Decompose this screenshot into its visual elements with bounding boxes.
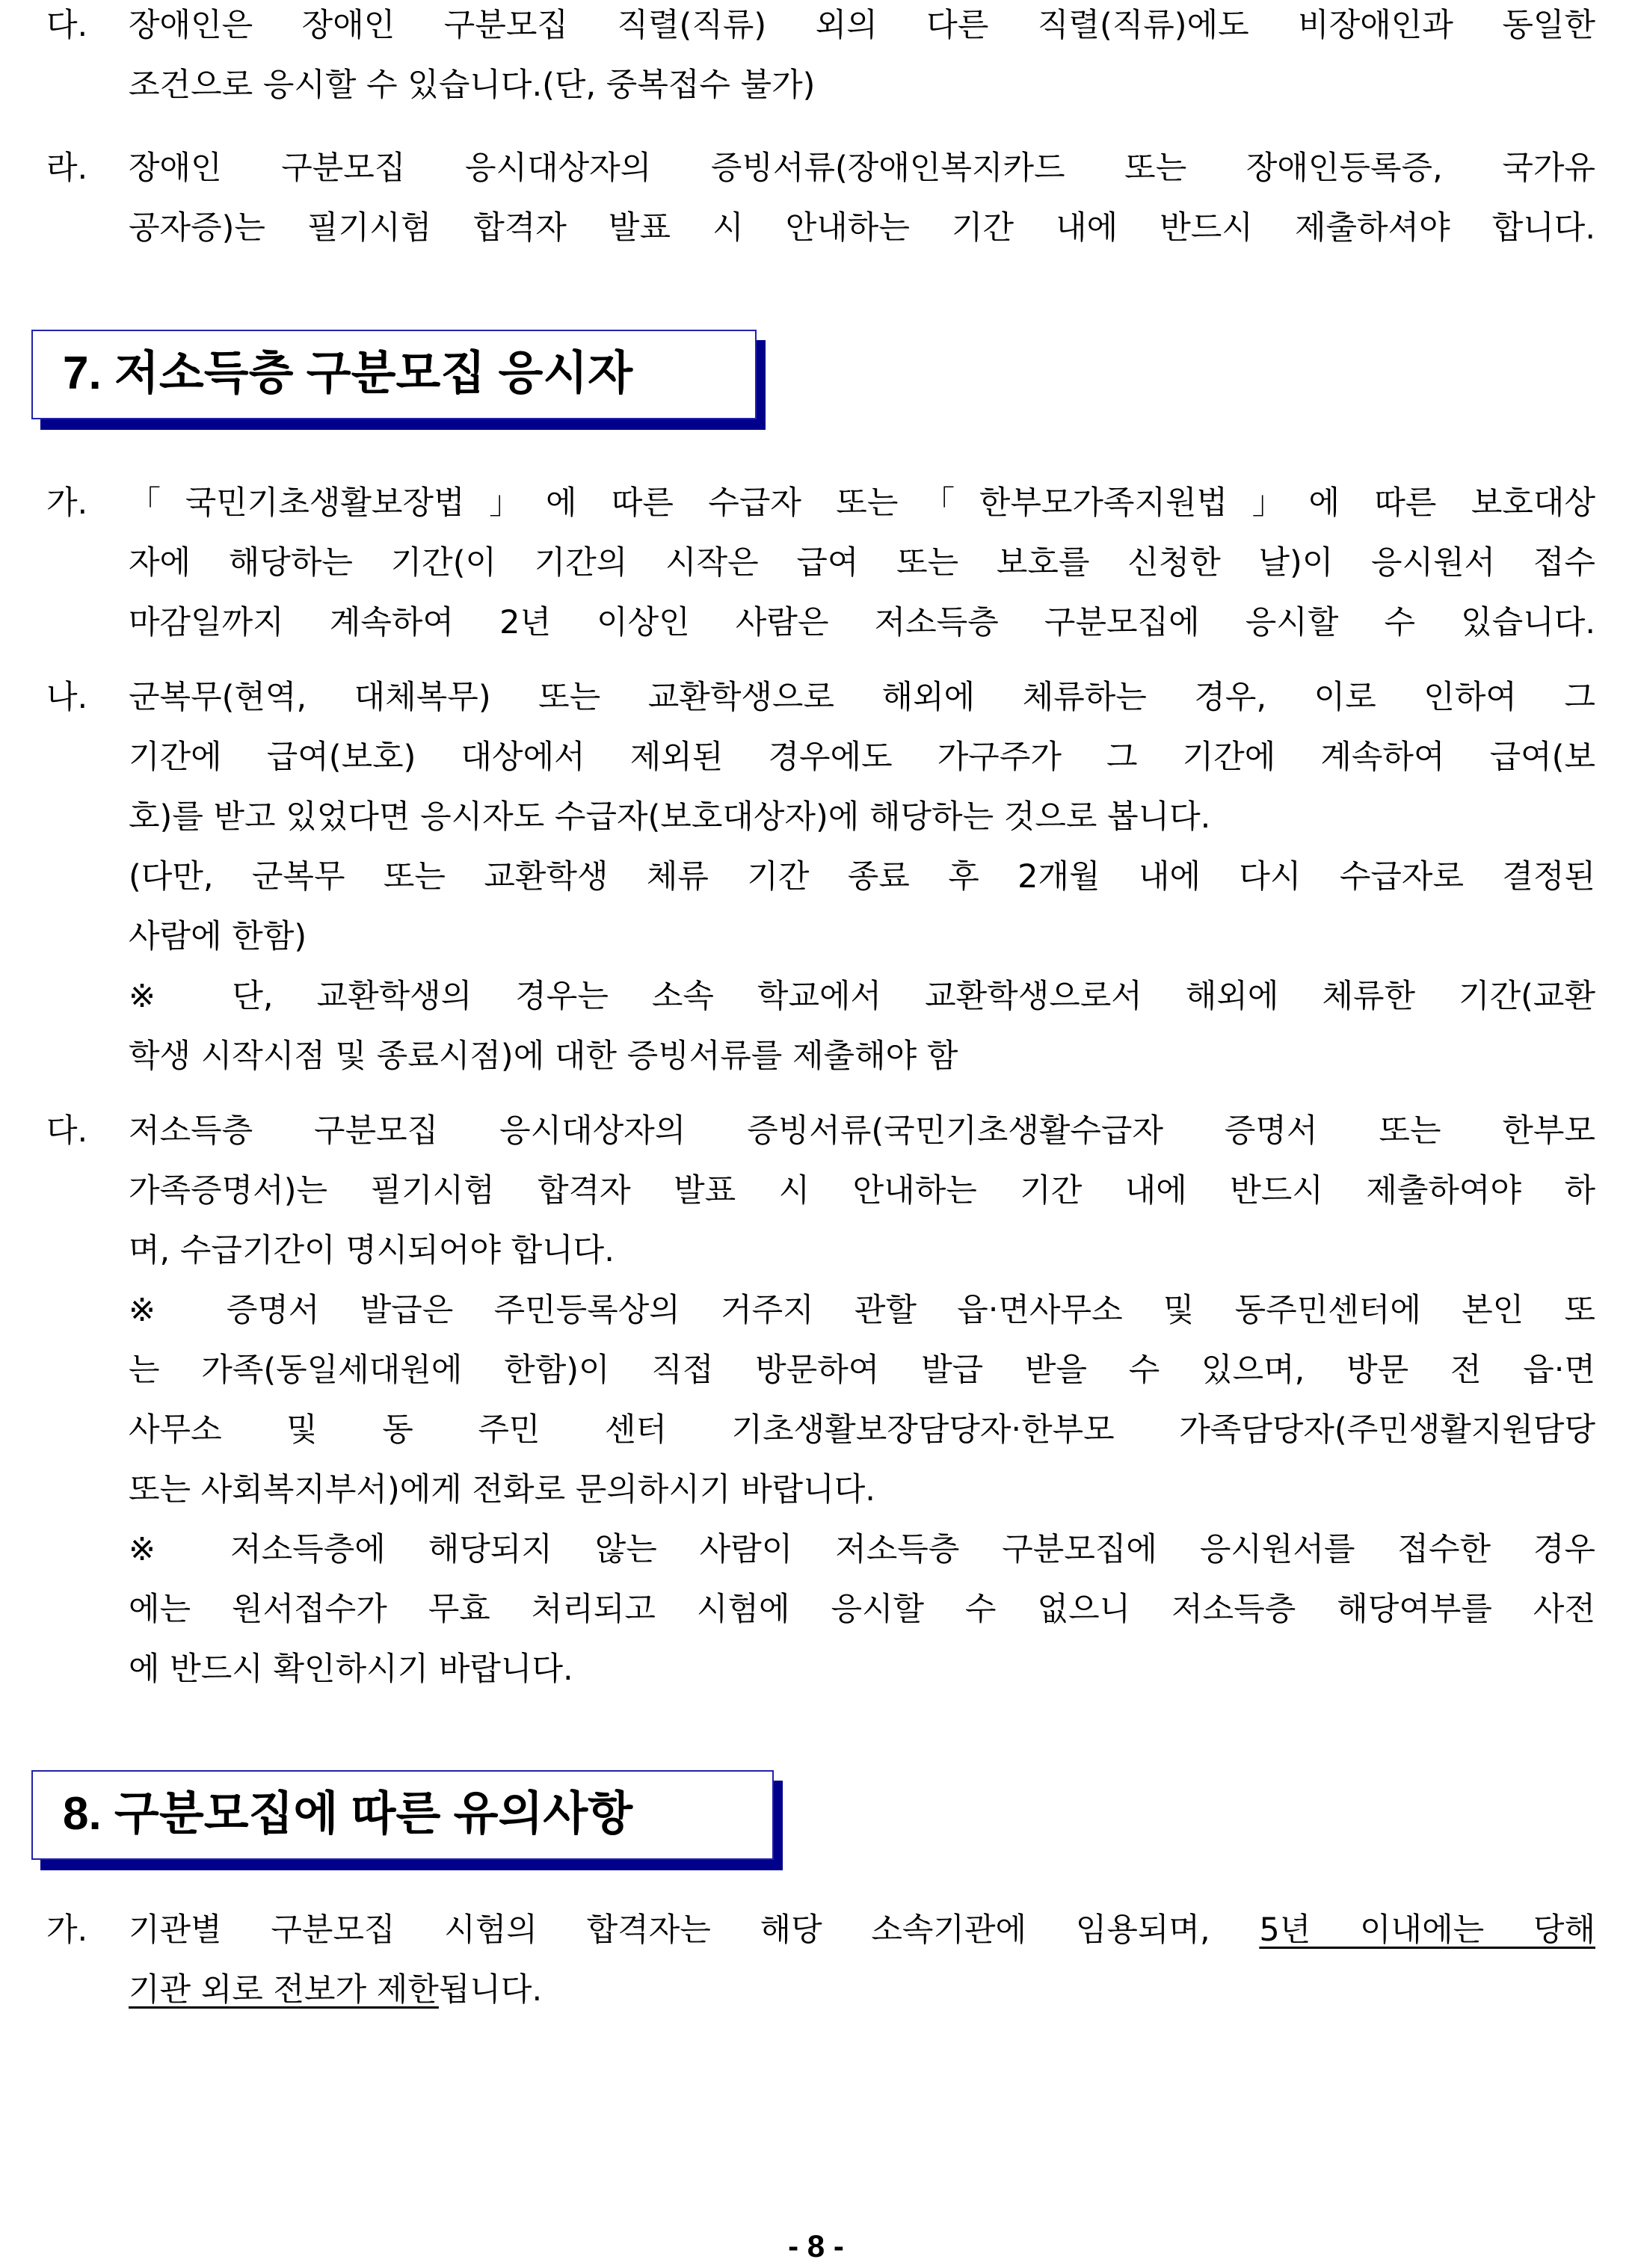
underlined-text: 기관 외로 전보가 제한	[129, 1971, 439, 2009]
list-item-ga-7	[46, 473, 1595, 653]
page-number: - 8 -	[788, 2228, 844, 2264]
plain-text: 기관별 구분모집 시험의 합격자는 해당 소속기관에 임용되며,	[129, 1911, 1260, 1949]
item-marker: 라.	[46, 150, 88, 187]
note-line: 학생 시작시점 및 종료시점)에 대한 증빙서류를 제출해야 함	[129, 1038, 958, 1075]
note-line: 에 반드시 확인하시기 바랍니다.	[129, 1651, 573, 1688]
note-line: ※ 저소득층에 해당되지 않는 사람이 저소득층 구분모집에 응시원서를 접수한 경우	[129, 1531, 1595, 1568]
note-line: 또는 사회복지부서)에게 전화로 문의하시기 바랍니다.	[129, 1471, 875, 1509]
list-item-ra-intro	[46, 138, 1595, 258]
section-title: 7. 저소득층 구분모집 응시자	[63, 348, 633, 399]
list-item-ga-8	[46, 1900, 1595, 2020]
text-line: 사람에 한함)	[129, 918, 307, 955]
text-line	[129, 1900, 1595, 1960]
text-line: (다만, 군복무 또는 교환학생 체류 기간 종료 후 2개월 내에 다시 수급자로 결정된	[129, 858, 1595, 896]
item-marker: 나.	[46, 679, 88, 716]
text-line: 군복무(현역, 대체복무) 또는 교환학생으로 해외에 체류하는 경우, 이로 인하여 그	[129, 679, 1595, 716]
note-line: 는 가족(동일세대원에 한함)이 직접 방문하여 발급 받을 수 있으며, 방문 전 읍‧면	[129, 1352, 1595, 1389]
text-line: 마감일까지 계속하여 2년 이상인 사람은 저소득층 구분모집에 응시할 수 있습니다.	[129, 604, 1595, 641]
item-marker: 가.	[46, 1911, 88, 1949]
text-line: 조건으로 응시할 수 있습니다.(단, 중복접수 불가)	[129, 67, 816, 104]
section-title: 8. 구분모집에 따른 유의사항	[63, 1788, 633, 1840]
text-line: 며, 수급기간이 명시되어야 합니다.	[129, 1232, 615, 1269]
plain-text: 됩니다.	[438, 1971, 543, 2009]
section-7-heading	[31, 330, 757, 419]
text-line: 공자증)는 필기시험 합격자 발표 시 안내하는 기간 내에 반드시 제출하셔야 합니다.	[129, 209, 1595, 247]
note-line: ※ 증명서 발급은 주민등록상의 거주지 관할 읍‧면사무소 및 동주민센터에 본인 또	[129, 1292, 1595, 1329]
list-item-na-7	[46, 668, 1595, 1086]
section-8-heading	[31, 1770, 774, 1860]
text-line: 장애인 구분모집 응시대상자의 증빙서류(장애인복지카드 또는 장애인등록증, 국가유	[129, 150, 1595, 187]
text-line	[129, 1960, 1595, 2020]
text-line: 「국민기초생활보장법」에 따른 수급자 또는「한부모가족지원법」에 따른 보호대상	[129, 484, 1595, 522]
note-line: 에는 원서접수가 무효 처리되고 시험에 응시할 수 없으니 저소득층 해당여부를 사전	[129, 1591, 1595, 1628]
underlined-text: 5년 이내에는 당해	[1259, 1911, 1595, 1949]
text-line: 기간에 급여(보호) 대상에서 제외된 경우에도 가구주가 그 기간에 계속하여 급여(보	[129, 739, 1595, 776]
item-marker: 다.	[46, 7, 88, 44]
list-item-da-7	[46, 1101, 1595, 1699]
note-line: ※ 단, 교환학생의 경우는 소속 학교에서 교환학생으로서 해외에 체류한 기간(교환	[129, 978, 1595, 1015]
text-line: 가족증명서)는 필기시험 합격자 발표 시 안내하는 기간 내에 반드시 제출하여야 하	[129, 1172, 1595, 1210]
list-item-da-intro	[46, 0, 1595, 115]
text-line: 호)를 받고 있었다면 응시자도 수급자(보호대상자)에 해당하는 것으로 봅니다.	[129, 798, 1211, 836]
item-marker: 다.	[46, 1112, 88, 1150]
item-marker: 가.	[46, 484, 88, 522]
text-line: 자에 해당하는 기간(이 기간의 시작은 급여 또는 보호를 신청한 날)이 응시원서 접수	[129, 544, 1595, 582]
note-line: 사무소 및 동 주민 센터 기초생활보장담당자‧한부모 가족담당자(주민생활지원담당	[129, 1411, 1595, 1449]
text-line: 저소득층 구분모집 응시대상자의 증빙서류(국민기초생활수급자 증명서 또는 한부모	[129, 1112, 1595, 1150]
text-line: 장애인은 장애인 구분모집 직렬(직류) 외의 다른 직렬(직류)에도 비장애인과 동일한	[129, 7, 1595, 44]
